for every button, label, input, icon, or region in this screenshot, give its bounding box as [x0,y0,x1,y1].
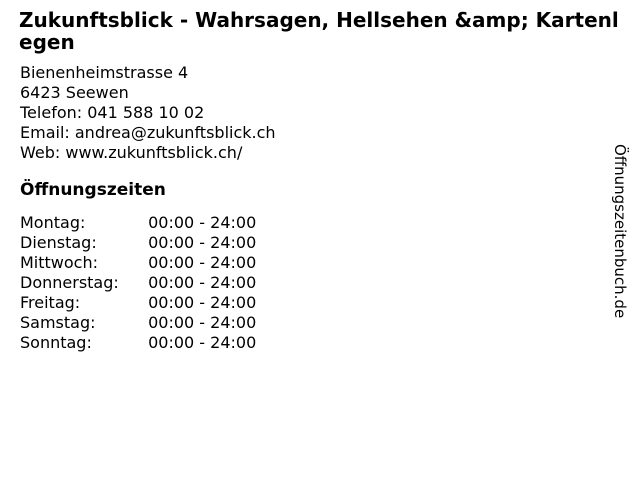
time-value: 00:00 - 24:00 [148,233,257,252]
hours-row-saturday [20,313,640,333]
hours-row-tuesday [20,233,640,253]
web-line [20,143,640,163]
opening-hours-heading: Öffnungszeiten [20,180,166,200]
day-label: Freitag: [20,293,81,312]
hours-row-friday [20,293,640,313]
time-value: 00:00 - 24:00 [148,213,257,232]
time-value: 00:00 - 24:00 [148,333,257,352]
site-watermark-link[interactable]: Öffnungszeitenbuch.de [611,144,629,319]
hours-row-sunday [20,333,640,353]
phone-label: Telefon: [20,103,83,122]
hours-row-monday [20,213,640,233]
phone-line [20,103,640,123]
day-label: Mittwoch: [20,253,98,272]
page-title: Zukunftsblick - Wahrsagen, Hellsehen &amp; Kartenlegen [19,8,619,54]
day-label: Sonntag: [20,333,92,352]
time-value: 00:00 - 24:00 [148,253,257,272]
phone-value: 041 588 10 02 [87,103,205,122]
day-label: Donnerstag: [20,273,119,292]
email-label: Email: [20,123,70,142]
time-value: 00:00 - 24:00 [148,293,257,312]
time-value: 00:00 - 24:00 [148,273,257,292]
web-link[interactable]: www.zukunftsblick.ch/ [65,143,243,162]
web-label: Web: [20,143,61,162]
address-city: 6423 Seewen [20,83,129,102]
hours-row-wednesday [20,253,640,273]
time-value: 00:00 - 24:00 [148,313,257,332]
email-line [20,123,640,143]
day-label: Dienstag: [20,233,97,252]
day-label: Samstag: [20,313,96,332]
address-street: Bienenheimstrasse 4 [20,63,189,82]
day-label: Montag: [20,213,86,232]
email-link[interactable]: andrea@zukunftsblick.ch [74,123,276,142]
contact-block [20,63,640,163]
opening-hours-table [20,213,640,353]
hours-row-thursday [20,273,640,293]
